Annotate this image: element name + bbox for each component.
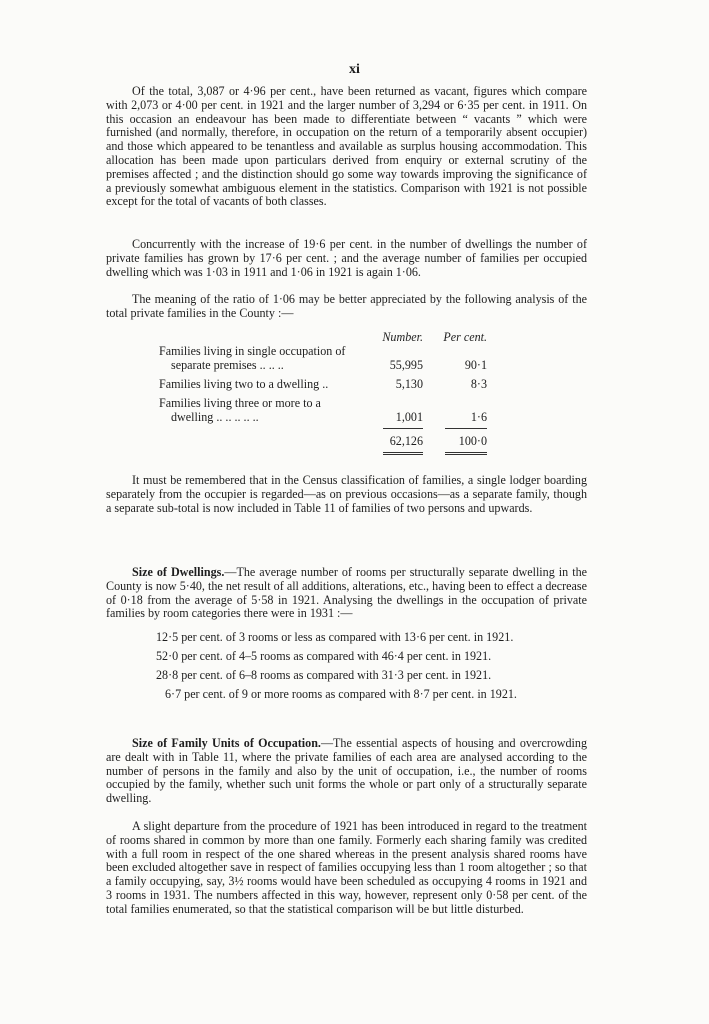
size-of-dwellings-body: —The average number of rooms per structurally separate dwelling in the County is now 5·40, the net result of all additions, alterations, etc., having been to effect a decrease of 0·18 from the average of 5·58 in 1921. Analysing the dwellings in the occupation of private families by room categories there were in 1931 :—	[106, 565, 587, 621]
row-label-continued: dwelling .. .. .. .. ..	[171, 410, 259, 424]
double-rule-number-top	[383, 452, 423, 453]
double-rule-percent-top	[445, 452, 487, 453]
section-heading-family-units: Size of Family Units of Occupation.	[132, 736, 321, 750]
row-label: Families living two to a dwelling ..	[159, 377, 329, 391]
paragraph-size-of-dwellings	[106, 566, 587, 621]
table-header-row	[159, 330, 499, 344]
section-heading-size-of-dwellings: Size of Dwellings.	[132, 565, 225, 579]
column-header-number: Number.	[382, 330, 423, 344]
double-rule-number-bottom	[383, 454, 423, 455]
list-item: 6·7 per cent. of 9 or more rooms as compared with 8·7 per cent. in 1921.	[165, 687, 517, 701]
family-units-body: —The essential aspects of housing and overcrowding are dealt with in Table 11, where the private families of each area are analysed according to the number of persons in the family and also by the unit of occupation, i.e., the number of rooms occupied by the family, whether such unit forms the whole or part only of a structurally separate dwelling.	[106, 736, 587, 806]
row-number: 55,995	[389, 358, 423, 372]
row-number: 5,130	[395, 377, 423, 391]
table-row	[159, 344, 499, 358]
list-item: 28·8 per cent. of 6–8 rooms as compared with 31·3 per cent. in 1921.	[156, 668, 492, 682]
table-row	[159, 410, 499, 424]
paragraph-ratio-intro: The meaning of the ratio of 1·06 may be better appreciated by the following analysis of the total private families in the County :—	[106, 292, 587, 320]
table-row	[159, 358, 499, 372]
total-percent: 100·0	[458, 434, 487, 448]
table-total-row	[159, 434, 499, 448]
row-label: Families living three or more to a	[159, 396, 321, 410]
total-number: 62,126	[389, 434, 423, 448]
table-row	[159, 377, 499, 391]
table-row	[159, 396, 499, 410]
total-rule-number	[383, 428, 423, 429]
column-header-percent: Per cent.	[443, 330, 487, 344]
page-number: xi	[349, 62, 360, 77]
paragraph-increase: Concurrently with the increase of 19·6 per cent. in the number of dwellings the number of private families has grown by 17·6 per cent. ; and the average number of families per occupied dwelling which was 1·03 in 1911 and 1·06 in 1921 is again 1·06.	[106, 237, 587, 279]
paragraph-vacant: Of the total, 3,087 or 4·96 per cent., have been returned as vacant, figures which compare with 2,073 or 4·00 per cent. in 1921 and the larger number of 3,294 or 6·35 per cent. in 1911. On this occasion an endeavour has been made to differentiate between “ vacants ” which were furnished (and normally, therefore, in occupation on the return of a temporarily absent occupier) and those which appeared to be tenantless and available as surplus housing accommodation. This allocation has been made upon particulars derived from enquiry or external scrutiny of the premises affected ; and the distinction should go some way towards improving the significance of a previously somewhat ambiguous element in the statistics. Comparison with 1921 is not possible except for the total of vacants of both classes.	[106, 84, 587, 209]
row-percent: 8·3	[470, 377, 487, 391]
list-item: 12·5 per cent. of 3 rooms or less as compared with 13·6 per cent. in 1921.	[156, 630, 514, 644]
row-percent: 90·1	[464, 358, 487, 372]
row-number: 1,001	[395, 410, 423, 424]
paragraph-lodger: It must be remembered that in the Census classification of families, a single lodger boarding separately from the occupier is regarded—as on previous occasions—as a separate family, though a separate sub-total is now included in Table 11 of families of two persons and upwards.	[106, 473, 587, 515]
paragraph-family-units	[106, 737, 587, 806]
double-rule-percent-bottom	[445, 454, 487, 455]
paragraph-departure: A slight departure from the procedure of 1921 has been introduced in regard to the treatment of rooms shared in common by more than one family. Formerly each sharing family was credited with a full room in respect of the one shared whereas in the present analysis shared rooms have been excluded altogether save in respect of families occupying less than 1 room altogether ; so that a family occupying, say, 3½ rooms would have been scheduled as occupying 4 rooms in 1921 and 3 rooms in 1931. The numbers affected in this way, however, represent only 0·58 per cent. of the total families enumerated, so that the statistical comparison will be but little disturbed.	[106, 819, 587, 916]
total-rule-percent	[445, 428, 487, 429]
row-label: Families living in single occupation of	[159, 344, 346, 358]
row-percent: 1·6	[470, 410, 487, 424]
row-label-continued: separate premises .. .. ..	[171, 358, 284, 372]
list-item: 52·0 per cent. of 4–5 rooms as compared with 46·4 per cent. in 1921.	[156, 649, 492, 663]
